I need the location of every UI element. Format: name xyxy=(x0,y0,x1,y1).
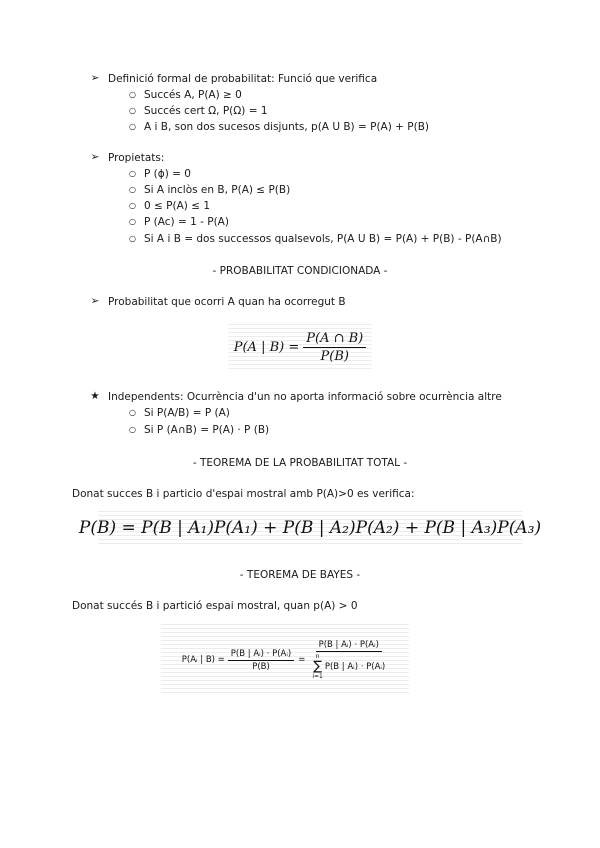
circle-bullet-icon: ○ xyxy=(129,425,136,434)
conditional-title: - PROBABILITAT CONDICIONADA - xyxy=(212,265,388,277)
circle-bullet-icon: ○ xyxy=(129,185,136,194)
section2-item: P (ϕ) = 0 xyxy=(144,168,191,180)
bayes-formula xyxy=(161,624,409,696)
conditional-formula-denominator: P(B) xyxy=(320,348,349,364)
bayes-formula-numerator-2: P(B | Aᵢ) · P(Aᵢ) xyxy=(316,640,382,652)
section1-heading: Definició formal de probabilitat: Funció que verifica xyxy=(108,73,378,85)
total-intro: Donat succes B i particio d'espai mostral amb P(A)>0 es verifica: xyxy=(72,488,415,500)
section1-item: Succés cert Ω, P(Ω) = 1 xyxy=(144,105,268,117)
star-bullet-icon: ★ xyxy=(90,390,100,402)
bayes-formula-lhs: P(Aᵢ | B) = xyxy=(181,655,225,665)
bayes-formula-fraction-1 xyxy=(228,649,294,672)
arrow-bullet-icon: ➢ xyxy=(90,151,100,163)
circle-bullet-icon: ○ xyxy=(129,408,136,417)
circle-bullet-icon: ○ xyxy=(129,90,136,99)
bayes-formula-fraction-2 xyxy=(309,640,388,681)
section2-item: 0 ≤ P(A) ≤ 1 xyxy=(144,200,211,212)
bayes-formula-denominator-2 xyxy=(309,652,388,681)
arrow-bullet-icon: ➢ xyxy=(90,72,100,84)
section1-item: Succés A, P(A) ≥ 0 xyxy=(144,89,242,101)
section1-item: A i B, son dos sucesos disjunts, p(A U B) = P(A) + P(B) xyxy=(144,121,430,133)
summation-upper-limit: n xyxy=(315,652,320,660)
independent-item: Si P(A/B) = P (A) xyxy=(144,407,230,419)
independent-heading: Independents: Ocurrència d'un no aporta informació sobre ocurrència altre xyxy=(108,391,502,403)
conditional-formula xyxy=(228,324,372,370)
section2-item: P (Ac) = 1 - P(A) xyxy=(144,216,229,228)
bayes-intro: Donat succés B i partició espai mostral, quan p(A) > 0 xyxy=(72,600,358,612)
circle-bullet-icon: ○ xyxy=(129,234,136,243)
conditional-formula-lhs: P(A | B) = xyxy=(233,339,300,355)
circle-bullet-icon: ○ xyxy=(129,217,136,226)
circle-bullet-icon: ○ xyxy=(129,201,136,210)
conditional-formula-numerator: P(A ∩ B) xyxy=(303,331,366,348)
total-formula xyxy=(78,511,542,545)
summation xyxy=(312,653,323,681)
summation-lower-limit: i=1 xyxy=(312,672,323,680)
total-formula-text: P(B) = P(B | A₁)P(A₁) + P(B | A₂)P(A₂) + P(B | A₃)P(A₃) xyxy=(78,518,542,538)
circle-bullet-icon: ○ xyxy=(129,106,136,115)
summation-icon: ∑ xyxy=(313,658,322,674)
arrow-bullet-icon: ➢ xyxy=(90,295,100,307)
bayes-formula-numerator-1: P(B | Aᵢ) · P(Aᵢ) xyxy=(228,649,294,661)
bayes-formula-equals: = xyxy=(298,655,306,665)
circle-bullet-icon: ○ xyxy=(129,169,136,178)
section2-item: Si A i B = dos successos qualsevols, P(A U B) = P(A) + P(B) - P(A∩B) xyxy=(144,233,502,245)
circle-bullet-icon: ○ xyxy=(129,122,136,131)
bayes-title: - TEOREMA DE BAYES - xyxy=(239,569,361,581)
conditional-formula-fraction xyxy=(303,331,366,364)
bayes-formula-denominator-2-text: P(B | Aᵢ) · P(Aᵢ) xyxy=(324,661,386,672)
section2-item: Si A inclòs en B, P(A) ≤ P(B) xyxy=(144,184,291,196)
independent-item: Si P (A∩B) = P(A) · P (B) xyxy=(144,424,270,436)
bayes-formula-denominator-1: P(B) xyxy=(252,661,270,672)
total-title: - TEOREMA DE LA PROBABILITAT TOTAL - xyxy=(192,457,408,469)
conditional-bullet-text: Probabilitat que ocorri A quan ha ocorregut B xyxy=(108,296,346,308)
section2-heading: Propietats: xyxy=(108,152,165,164)
